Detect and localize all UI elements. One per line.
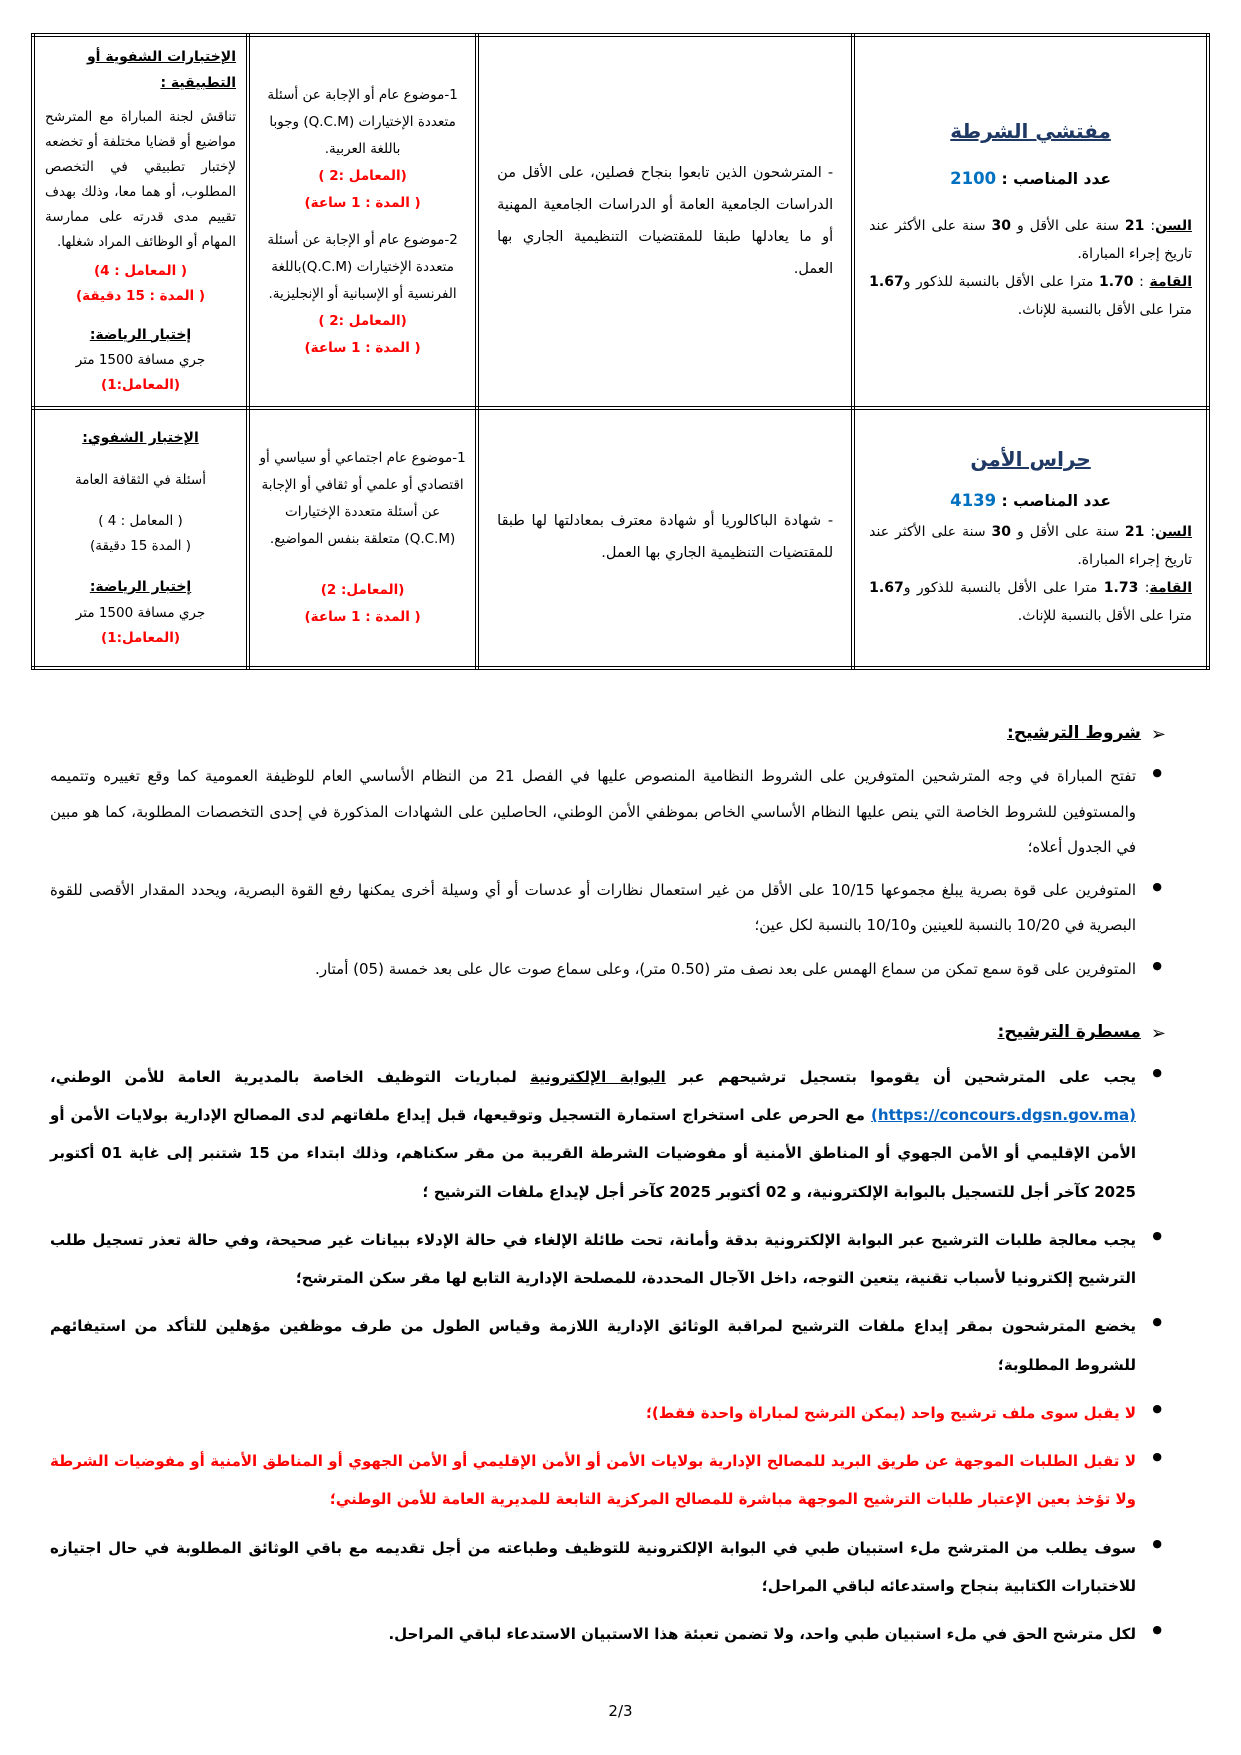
bullet-text-part: إلى غاية [122,1144,200,1163]
bullet-text: المتوفرين على قوة سمع تمكن من سماع الهمس على بعد نصف متر (0.50 متر)، وعلى سماع صوت عال على بعد خمسة (05) أمتار. [315,959,1136,978]
duration: ( المدة 15 دقيقة) [89,537,192,554]
job-title: مفتشي الشرطة [950,119,1111,144]
bullet-icon: ● [1152,766,1162,780]
written-exam-text: 2-موضوع عام أو الإجابة عن أسئلة متعددة الإختيارات (Q.C.M)باللغة الفرنسية أو الإسبانية أو الإنجليزية. [267,231,458,302]
bullet-item [50,1615,1166,1653]
registration-portal-link[interactable]: (https://concours.dgsn.gov.ma) [871,1106,1136,1125]
bullet-text: يخضع المترشحون بمقر إيداع ملفات الترشيح لمراقبة الوثائق الإدارية اللازمة وقياس الطول من طرف موظفين مؤهلين للتأكد من استيفائهم للشروط المطلوبة؛ [50,1317,1136,1374]
bullet-item [50,873,1166,944]
bullet-item [50,1307,1166,1384]
page-number: 2/3 [608,1702,633,1720]
written-exam-1 [258,82,467,217]
written-exam-text: 1-موضوع عام اجتماعي أو سياسي أو اقتصادي أو علمي أو ثقافي أو الإجابة عن أسئلة متعددة الإختيارات (Q.C.M) متعلقة بنفس المواضيع. [259,450,466,548]
height-label: القامة [1149,274,1193,291]
conditions-cell [477,408,853,668]
written-exam-1 [258,445,467,631]
coefficient: (المعامل :2 ) [318,312,407,329]
age-label: السن [1155,218,1192,235]
sport-test-heading: إختبار الرياضة: [89,326,192,343]
bullet-icon: ● [1152,1315,1162,1329]
table-row-police-inspectors [33,35,1208,408]
bullet-icon: ● [1152,1401,1162,1415]
age-max: 30 [991,218,1012,235]
registration-deadline-date: 01 أكتوبر 2025 [50,1144,1136,1201]
height-male: 1.73 [1103,579,1139,596]
coefficient: ( المعامل : 4 ) [98,512,183,529]
age-sep: : [1144,218,1156,235]
coefficient: (المعامل:1) [101,377,181,394]
duration: ( المدة : 1 ساعة) [304,339,421,356]
height-requirement [869,574,1192,630]
recruitment-table-wrapper [0,0,1241,670]
registration-start-date: 15 شتنبر [199,1144,270,1163]
height-tail: مترا على الأقل بالنسبة للإناث. [1017,302,1192,319]
section-heading-conditions [50,722,1166,746]
age-mid: سنة على الأقل و [1011,523,1125,540]
positions-value: 4139 [950,490,997,510]
sport-test-description: جري مسافة 1500 متر [75,604,206,621]
height-male: 1.70 [1099,274,1134,291]
positions-value: 2100 [950,169,997,189]
oral-tests-cell [33,408,248,668]
bullet-text-part: يجب على المترشحين أن يقوموا بتسجيل ترشيحهم عبر [665,1067,1136,1086]
bullet-icon: ● [1152,880,1162,894]
coefficient: ( المعامل : 4) [93,262,188,279]
age-requirement [869,212,1192,268]
bullet-item-warning [50,1442,1166,1519]
age-min: 21 [1124,523,1145,540]
positions-count [869,169,1192,188]
recruitment-table [31,33,1210,670]
bullet-text: تفتح المباراة في وجه المترشحين المتوفرين على الشروط النظامية المنصوص عليها في الفصل 21 من النظام الأساسي العام للوظيفة العمومية كما وقع تغييره وتتميمه والمستوفين للشروط الخاصة التي ينص عليها النظام الأساسي الخاص بموظفي الأمن الوطني، الحاصلين على الشهادات المذكورة في إحدى التخصصات المطلوبة، كما هو مبين في الجدول أعلاه؛ [50,767,1136,856]
height-tail: مترا على الأقل بالنسبة للإناث. [1017,607,1192,624]
file-deposit-deadline-date: 02 أكتوبر 2025 [669,1182,787,1201]
height-female: 1.67 [869,274,904,291]
sport-test-heading: إختبار الرياضة: [89,578,192,595]
age-max: 30 [991,523,1012,540]
duration: ( المدة : 1 ساعة) [304,609,421,626]
section-heading-text: شروط الترشيح: [1007,723,1141,744]
conditions-bullet-list [50,759,1166,987]
bullet-icon: ● [1152,1623,1162,1637]
height-female: 1.67 [869,579,904,596]
written-exams-cell [248,35,477,408]
bullet-text: لكل مترشح الحق في ملء استبيان طبي واحد، ولا تضمن تعبئة هذا الاستبيان الاستدعاء لباقي المراحل. [388,1625,1136,1644]
written-exam-2 [258,227,467,362]
bullet-text: لا تقبل الطلبات الموجهة عن طريق البريد للمصالح الإدارية بولايات الأمن أو الأمن الإقليمي أو الأمن الجهوي أو المناطق الأمنية أو مفوضيات الشرطة ولا تؤخذ بعين الإعتبار طلبات الترشيح الموجهة مباشرة للمصالح المركزية التابعة للمديرية العامة للأمن الوطني؛ [50,1452,1136,1509]
bullet-text-part: كآخر أجل للتسجيل بالبوابة الإلكترونية، و [786,1182,1095,1201]
bullet-text: سوف يطلب من المترشح ملء استبيان طبي في البوابة الإلكترونية للتوظيف وطباعته من أجل تقديمه مع باقي الوثائق المطلوبة في حال اجتيازه للاختبارات الكتابية بنجاح واستدعائه لباقي المراحل؛ [50,1538,1136,1595]
written-exam-text: 1-موضوع عام أو الإجابة عن أسئلة متعددة الإختيارات (Q.C.M) وجوبا باللغة العربية. [267,86,458,157]
bullet-text: لا يقبل سوى ملف ترشيح واحد (يمكن الترشح لمباراة واحدة فقط)؛ [645,1403,1136,1422]
height-sep: : [1138,579,1150,596]
bullet-text-part: كآخر أجل لإيداع ملفات الترشيح ؛ [422,1182,670,1201]
sport-test [45,323,236,399]
age-label: السن [1155,523,1192,540]
height-label: القامة [1149,579,1193,596]
conditions-cell [477,35,853,408]
bullet-item [50,1221,1166,1298]
oral-tests-cell [33,35,248,408]
height-requirement [869,268,1192,324]
positions-label: عدد المناصب : [1001,491,1112,510]
height-sep: : [1133,274,1150,291]
table-row-security-guards [33,408,1208,668]
positions-count [869,491,1192,510]
candidacy-conditions-section [50,722,1166,987]
bullet-text-part: لمباريات التوظيف الخاصة بالمديرية العامة للأمن الوطني، [50,1067,531,1086]
conditions-text: - المترشحون الذين تابعوا بنجاح فصلين، على الأقل من الدراسات الجامعية العامة أو الدراسات الجامعية المهنية أو ما يعادلها طبقا للمقتضيات التنظيمية الجاري بها العمل. [497,164,834,277]
job-title: حراس الأمن [970,446,1091,471]
section-heading-procedure [50,1021,1166,1042]
bullet-item [50,759,1166,865]
bullet-text-part: مع الحرص على استخراج استمارة التسجيل وتوقيعها، قبل إيداع ملفاتهم لدى المصالح الإدارية بولايات الأمن أو الأمن الإقليمي أو الأمن الجهوي أو المناطق الأمنية أو مفوضيات الشرطة القريبة من مقر سكناهم، وذلك ابتداء من [50,1106,1136,1163]
bullet-icon: ● [1152,1065,1162,1079]
height-mid: مترا على الأقل بالنسبة للذكور و [903,274,1099,291]
electronic-portal-emphasis: البوابة الإلكترونية [530,1067,666,1086]
height-mid: مترا على الأقل بالنسبة للذكور و [903,579,1104,596]
sport-test-description: جري مسافة 1500 متر [75,352,206,369]
bullet-text: يجب معالجة طلبات الترشيح عبر البوابة الإلكترونية بدقة وأمانة، تحت طائلة الإلغاء في حالة الإدلاء ببيانات غير صحيحة، وفي حالة تعذر تسجيل طلب الترشيح إلكترونيا لأسباب تقنية، يتعين التوجه، داخل الآجال المحددة، للمصلحة الإدارية التابع لها مقر سكن المترشح؛ [50,1230,1136,1288]
coefficient: (المعامل:1) [101,629,181,646]
bullet-icon: ● [1152,1536,1162,1550]
age-mid: سنة على الأقل و [1011,218,1125,235]
arrow-bullet-icon: ➢ [1150,724,1166,746]
conditions-text: - شهادة الباكالوريا أو شهادة معترف بمعادلتها لها طبقا للمقتضيات التنظيمية الجاري بها العمل. [497,513,834,562]
bullet-icon: ● [1152,1450,1162,1464]
job-cell-security-guards [853,408,1208,668]
duration: ( المدة : 1 ساعة) [304,194,421,211]
coefficient: (المعامل: 2) [320,582,405,599]
age-min: 21 [1124,218,1145,235]
oral-test-description: أسئلة في الثقافة العامة [75,471,206,488]
section-heading-text: مسطرة الترشيح: [997,1021,1141,1042]
bullet-icon: ● [1152,958,1162,972]
candidacy-procedure-section [50,1021,1166,1654]
job-cell-police-inspectors [853,35,1208,408]
age-tail: سنة على الأكثر عند تاريخ إجراء المباراة. [869,523,1192,568]
bullet-icon: ● [1152,1228,1162,1242]
oral-tests-heading: الإختبارات الشفوية أو التطبيقية : [86,49,237,91]
age-sep: : [1144,523,1156,540]
positions-label: عدد المناصب : [1001,170,1112,189]
bullet-item [50,1529,1166,1606]
oral-test-heading: الإختبار الشفوي: [82,430,199,447]
oral-tests-description: تناقش لجنة المباراة مع المترشح مواضيع أو قضايا مختلفة أو تخضعه لإختبار تطبيقي في التخصص المطلوب، أو هما معا، وذلك بهدف تقييم مدى قدرته على ممارسة المهام أو الوظائف المراد شغلها. [45,108,237,250]
bullet-text: المتوفرين على قوة بصرية يبلغ مجموعها 10/15 على الأقل من غير استعمال نظارات أو عدسات أو أي وسيلة أخرى يمكنها رفع القوة البصرية، ويحدد المقدار الأقصى للقوة البصرية في 10/20 بالنسبة للعينين و10/10 بالنسبة لكل عين؛ [50,881,1136,935]
procedure-bullet-list [50,1058,1166,1654]
sport-test [45,575,236,651]
bullet-item [50,952,1166,987]
bullet-item-warning [50,1394,1166,1432]
coefficient: (المعامل :2 ) [318,167,407,184]
age-requirement [869,518,1192,574]
arrow-bullet-icon: ➢ [1150,1022,1166,1044]
age-tail: سنة على الأكثر عند تاريخ إجراء المباراة. [869,218,1192,263]
duration: ( المدة : 15 دقيقة) [75,287,206,304]
written-exams-cell [248,408,477,668]
bullet-item [50,1058,1166,1211]
